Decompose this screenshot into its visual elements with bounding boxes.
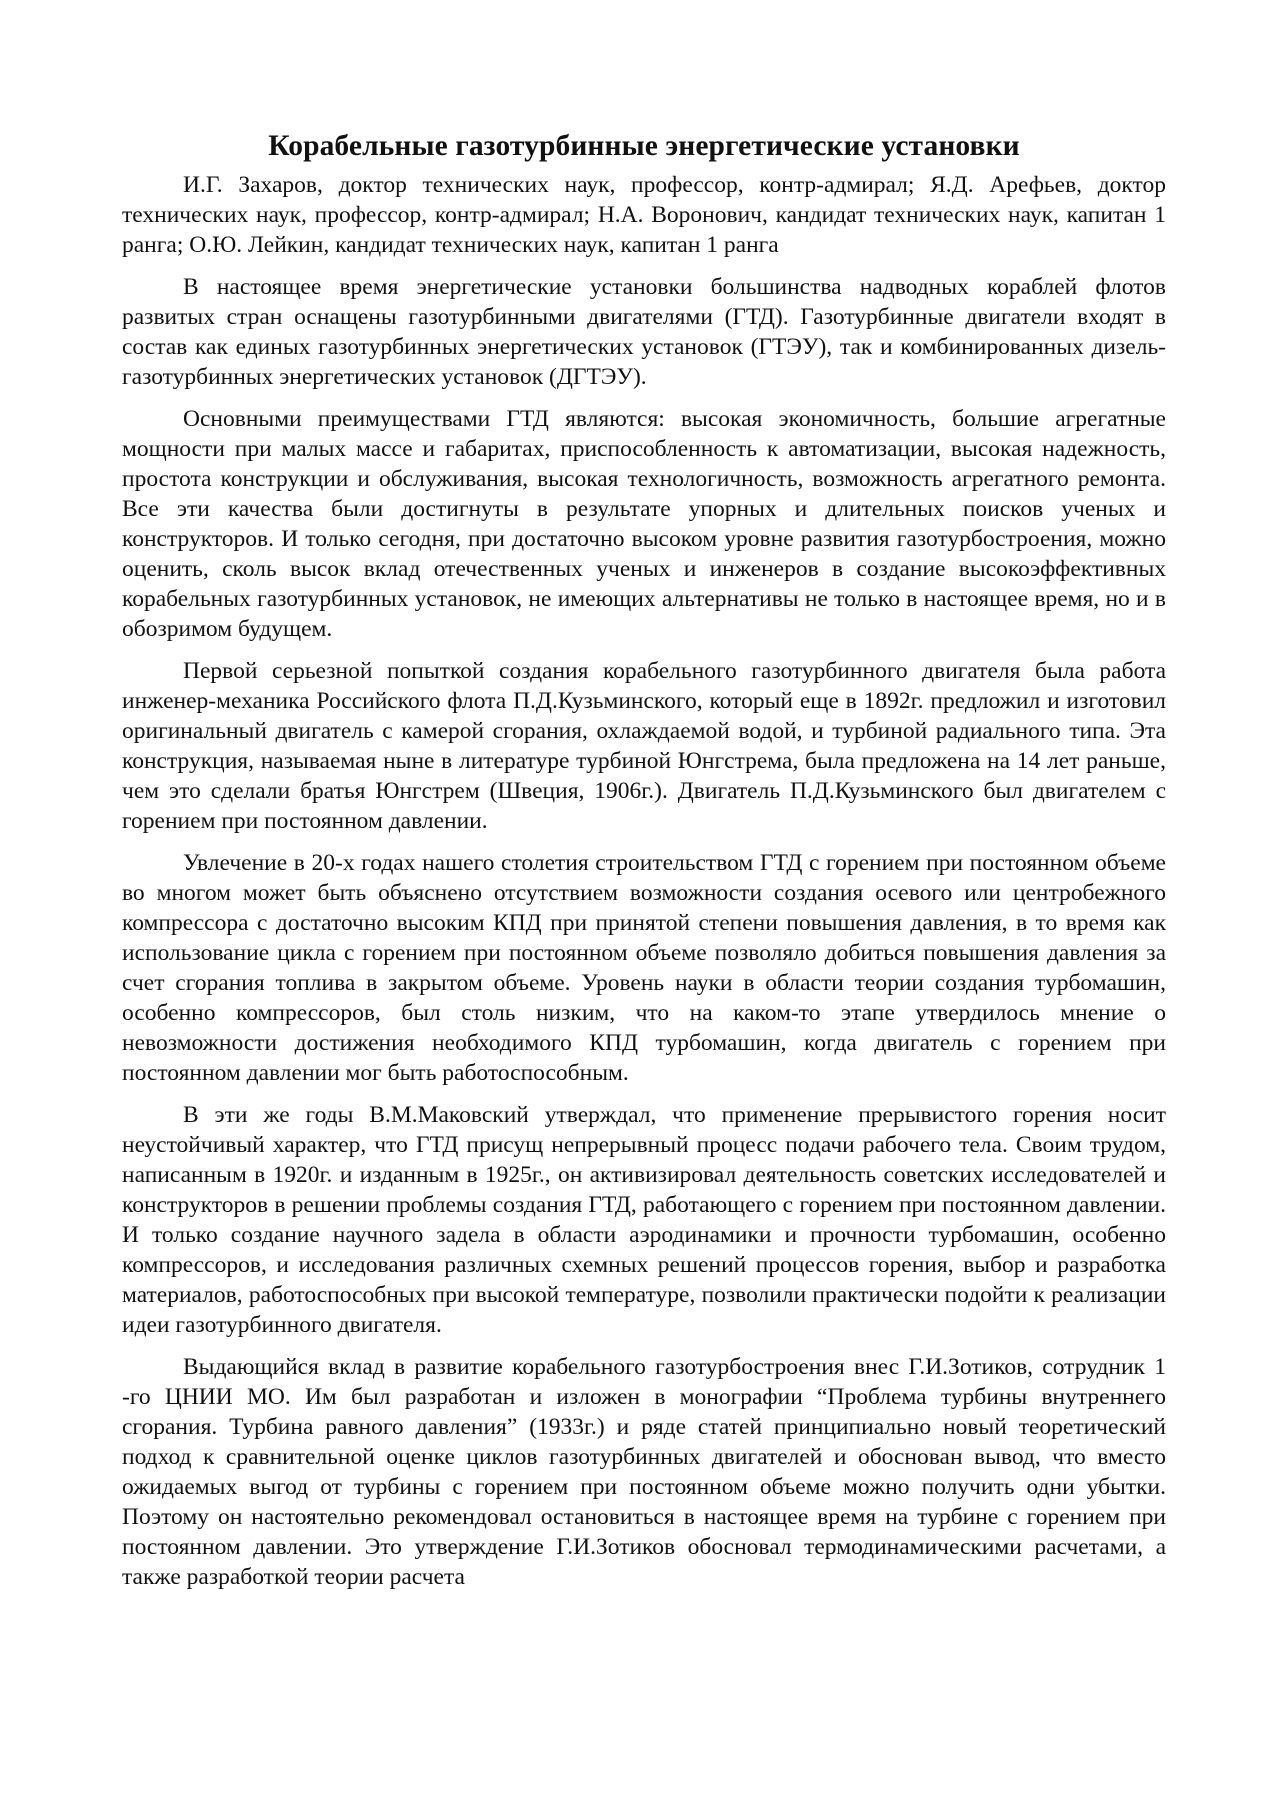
- body-paragraph-3: Первой серьезной попыткой создания корабельного газотурбинного двигателя была работа инженер-механика Российского флота П.Д.Кузьминского, который еще в 1892г. предложил и изготовил оригинальный двигатель с камерой сгорания, охлаждаемой водой, и турбиной радиального типа. Эта конструкция, называемая ныне в литературе турбиной Юнгстрема, была предложена на 14 лет раньше, чем это сделали братья Юнгстрем (Швеция, 1906г.). Двигатель П.Д.Кузьминского был двигателем с горением при постоянном давлении.: [122, 658, 1166, 834]
- document-page: [122, 128, 1166, 1592]
- body-paragraph-5: В эти же годы В.М.Маковский утверждал, что применение прерывистого горения носит неустойчивый характер, что ГТД присущ непрерывный процесс подачи рабочего тела. Своим трудом, написанным в 1920г. и изданным в 1925г., он активизировал деятельность советских исследователей и конструкторов в решении проблемы создания ГТД, работающего с горением при постоянном давлении. И только создание научного задела в области аэродинамики и прочности турбомашин, особенно компрессоров, и исследования различных схемных решений процессов горения, выбор и разработка материалов, работоспособных при высокой температуре, позволили практически подойти к реализации идеи газотурбинного двигателя.: [122, 1102, 1166, 1338]
- body-paragraph-4: Увлечение в 20-х годах нашего столетия строительством ГТД с горением при постоянном объеме во многом может быть объяснено отсутствием возможности создания осевого или центробежного компрессора с достаточно высоким КПД при принятой степени повышения давления, в то время как использование цикла с горением при постоянном объеме позволяло добиться повышения давления за счет сгорания топлива в закрытом объеме. Уровень науки в области теории создания турбомашин, особенно компрессоров, был столь низким, что на каком-то этапе утвердилось мнение о невозможности достижения необходимого КПД турбомашин, когда двигатель с горением при постоянном давлении мог быть работоспособным.: [122, 850, 1166, 1086]
- body-paragraph-1: В настоящее время энергетические установки большинства надводных кораблей флотов развитых стран оснащены газотурбинными двигателями (ГТД). Газотурбинные двигатели входят в состав как единых газотурбинных энергетических установок (ГТЭУ), так и комбинированных дизель-газотурбинных энергетических установок (ДГТЭУ).: [122, 274, 1166, 390]
- body-paragraph-2: Основными преимуществами ГТД являются: высокая экономичность, большие агрегатные мощности при малых массе и габаритах, приспособленность к автоматизации, высокая надежность, простота конструкции и обслуживания, высокая технологичность, возможность агрегатного ремонта. Все эти качества были достигнуты в результате упорных и длительных поисков ученых и конструкторов. И только сегодня, при достаточно высоком уровне развития газотурбостроения, можно оценить, сколь высок вклад отечественных ученых и инженеров в создание высокоэффективных корабельных газотурбинных установок, не имеющих альтернативы не только в настоящее время, но и в обозримом будущем.: [122, 406, 1166, 642]
- document-title: Корабельные газотурбинные энергетические установки: [268, 130, 1020, 162]
- body-paragraph-6: Выдающийся вклад в развитие корабельного газотурбостроения внес Г.И.Зотиков, сотрудник 1 -го ЦНИИ МО. Им был разработан и изложен в монографии “Проблема турбины внутреннего сгорания. Турбина равного давления” (1933г.) и ряде статей принципиально новый теоретический подход к сравнительной оценке циклов газотурбинных двигателей и обоснован вывод, что вместо ожидаемых выгод от турбины с горением при постоянном объеме можно получить одни убытки. Поэтому он настоятельно рекомендовал остановиться в настоящее время на турбине с горением при постоянном давлении. Это утверждение Г.И.Зотиков обосновал термодинамическими расчетами, а также разработкой теории расчета: [122, 1354, 1166, 1590]
- authors-paragraph: И.Г. Захаров, доктор технических наук, профессор, контр-адмирал; Я.Д. Арефьев, доктор технических наук, профессор, контр-адмирал; Н.А. Воронович, кандидат технических наук, капитан 1 ранга; О.Ю. Лейкин, кандидат технических наук, капитан 1 ранга: [122, 172, 1166, 258]
